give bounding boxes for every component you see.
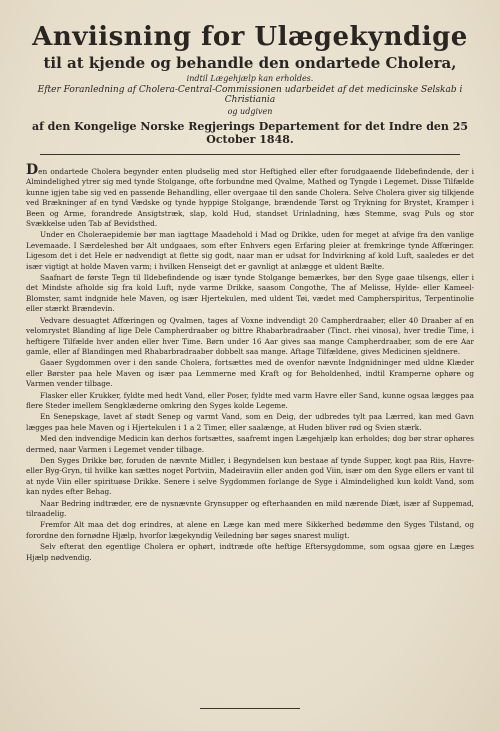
paragraph-10: Naar Bedring indtræder, ere de nysnævnte Grynsupper og efterhaanden en mild nærende Diæt, især af Suppemad, tilraadelig. — [26, 498, 474, 518]
paragraph-11: Fremfor Alt maa det dog erindres, at alene en Læge kan med mere Sikkerhed bedømme den Syges Tilstand, og forordne den fornødne Hjælp, hvorfor lægekyndig Veiledning bør søges snarest muligt. — [26, 520, 474, 540]
paragraph-3: Saafnart de første Tegn til Ildebefindende og især tynde Stolgange bemærkes, bør den Syge gaae tilsengs, eller i det Mindste afholde sig fra kold Luft, nyde varme Drikke, saasom Congothe, The af Melisse, Hylde- eller Kameel-Blomster, samt indgnide hele Maven, og især Hjertekulen, med uldent Tøi, vædet med Campherspiritus, Terpentinolie eller stærkt Brændevin. — [26, 273, 474, 314]
paragraph-9: Den Syges Drikke bør, foruden de nævnte Midler, i Begyndelsen kun bestaae af tynde Supper, kogt paa Riis, Havre- eller Byg-Gryn, til hvilke kan sættes noget Portviin, Madeiraviin eller anden god Viin, især om den Syge ellers er vant til at nyde Viin eller spirituøse Drikke. Senere i selve Sygdommen forlange de Syge i Almindelighed kun koldt Vand, som kan nydes efter Behag. — [26, 455, 474, 497]
header-line-1: indtil Lægehjælp kan erholdes. — [186, 74, 314, 83]
paragraph-12: Selv efterat den egentlige Cholera er ophørt, indtræde ofte heftige Eftersygdomme, som ogsaa gjøre en Læges Hjælp nødvendig. — [26, 542, 474, 562]
header-divider — [40, 154, 460, 155]
paragraph-7: En Senepskage, lavet af stødt Senep og varmt Vand, som en Deig, der udbredes tylt paa Lærred, kan med Gavn lægges paa hele Maven og i Hjertekulen i 1 a 2 Timer, eller saalænge, at Huden bliver rød og Svien stærk. — [26, 412, 474, 432]
header-line-2: Efter Foranledning af Cholera-Central-Commissionen udarbeidet af det medicinske Selskab i Christiania — [37, 85, 463, 105]
paragraph-2: Under en Choleraepidemie bør man iagttage Maadehold i Mad og Drikke, uden for meget at afvige fra den vanlige Levemaade. I Særdeleshed bør Alt undgaaes, som efter Enhvers egen Erfaring pleier at fremkringe tynde Affœringer. Ligesom det i det Hele er nødvendigt at flette sig godt, naar man er udsat for Indvirkning af kold Luft, saaledes er det især vigtigt at holde Maven varm; i hvilken Henseigt det er gavnligt at anlægge et uldent Bælte. — [26, 230, 474, 271]
paragraph-8: Med den indvendige Medicin kan derhos fortsættes, saafremt ingen Lægehjælp kan erholdes; dog bør strar ophøres dermed, naar Varmen i Legemet vender tilbage. — [26, 434, 474, 454]
paragraph-4: Vedvare desuagtet Affœringen og Qvalmen, tages af Voxne indvendigt 20 Campherdraaber, eller 40 Draaber af en velomrystet Blanding af lige Dele Campherdraaber og bittre Rhabarbradraaber (Tinct. rhei vinosa), hver tredie Time, i heftigere Tilfælde hver anden eller hver Time. Børn under 16 Aar gives saa mange Campherdraaber, som de ere Aar gamle, eller af Blandingen med Rhabarbradraaber dobbelt saa mange. Aftage Tilfældene, gives Medicinen sjeldnere. — [26, 315, 474, 356]
paragraph-5: Gaaer Sygdommen over i den sande Cholera, fortsættes med de ovenfor nævnte Indgnidninger med uldne Klæder eller Børster paa hele Maven og især paa Lemmerne med Kraft og for Beholdenhed, indtil Kramperne ophøre og Varmen vender tilbage. — [26, 358, 474, 389]
drop-cap: D — [26, 162, 39, 178]
paragraph-1: Den ondartede Cholera begynder enten pludselig med stor Heftighed eller efter forudgaaende Ildebefindende, der i Almindelighed ytrer sig med tynde Stolgange, ofte forbundne med Qvalme, Mathed og Tyngde i Legemet. Disse Tilfælde kunne igjen tabe sig ved en passende Behandling, eller overgaae til den sande Cholera. Selve Cholera giver sig tilkjende ved Brækninger af en tynd Vædske og tynde hyppige Stolgange, brændende Tørst og Trykning for Brystet, Kramper i Been og Arme, forandrede Ansigtstræk, slap, kold Hud, standset Urinladning, hæs Stemme, svag Puls og stor Svækkelse uden Tab af Bevidsthed. — [26, 162, 474, 229]
header-line-3: og udgiven — [227, 107, 273, 116]
paragraph-6: Flasker eller Krukker, fyldte med hedt Vand, eller Poser, fyldte med varm Havre eller Sand, kunne ogsaa lægges paa flere Steder imellem Sengklæderne omkring den Syges kolde Legeme. — [26, 390, 474, 410]
department-line: af den Kongelige Norske Regjerings Departement for det Indre den 25 October 1848. — [31, 120, 469, 146]
document-subtitle: til at kjende og behandle den ondartede Cholera, — [43, 54, 457, 72]
document-title: Anviisning for Ulægekyndige — [32, 22, 468, 52]
footer-divider — [200, 708, 300, 709]
document-body — [26, 162, 474, 563]
